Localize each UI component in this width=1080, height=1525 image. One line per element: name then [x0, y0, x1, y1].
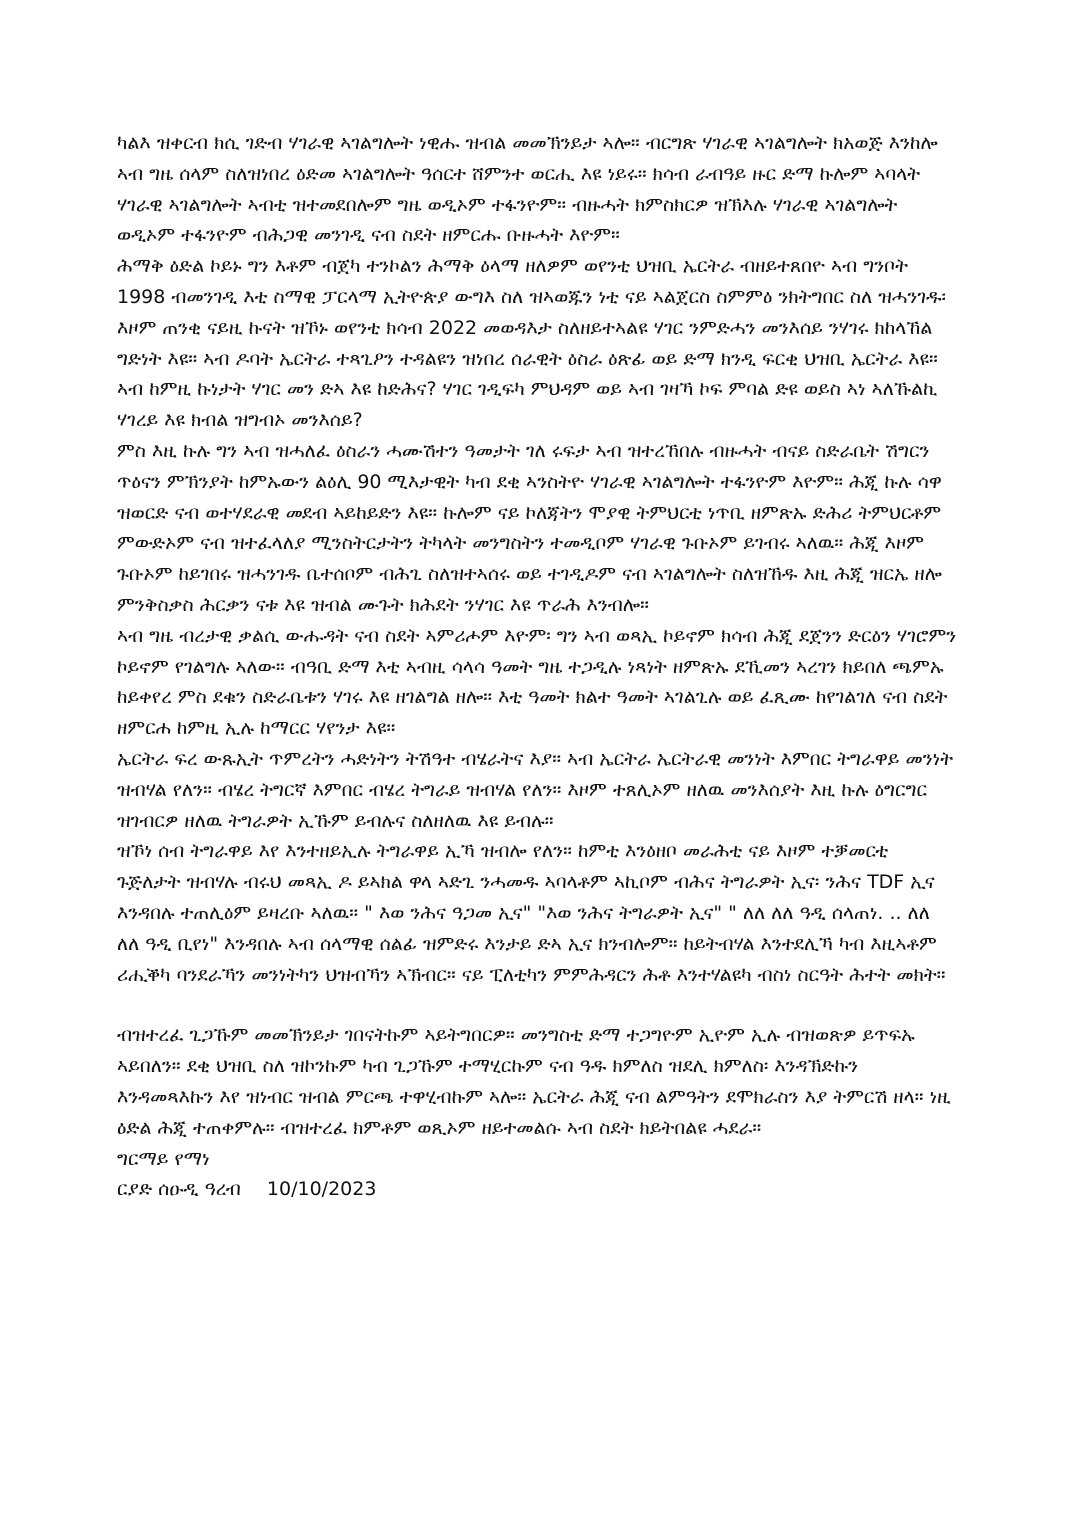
article-body	[117, 128, 957, 1205]
paragraph-4: ኣብ ግዜ ብረታዊ ቃልሲ ውሑዳት ናብ ስደት ኣምሪሖም እዮም፡ ግን ኣብ ወጻኢ ኮይኖም ክሳብ ሕጂ ደጀንን ድርዕን ሃገሮምን ኮይኖም የገልግሉ ኣለው። ብዓቢ ድማ እቲ ኣብዚ ሳላሳ ዓመት ግዜ ተጋዲሉ ነጻነት ዘምጽኡ ደኺመን ኣረገን ክይበለ ጫምኡ ከይቀየረ ምስ ደቁን ስድራቤቱን ሃገሩ እዩ ዘገልግል ዘሎ። እቲ ዓመት ክልተ ዓመት ኣገልጊሉ ወይ ፈጺሙ ከየገልገለ ናብ ስደት ዘምርሐ ከምዚ ኢሉ ከማርር ሃየንታ እዩ።	[117, 624, 957, 740]
paragraph-3: ምስ እዚ ኩሉ ግን ኣብ ዝሓለፈ ዕስራን ሓሙሽተን ዓመታት ገለ ሩፍታ ኣብ ዝተረኸበሉ ብዙሓት ብናይ ስድራቤት ሽግርን ጥዕናን ምኽንያት ከምኡውን ልዕሊ 90 ሚእታዊት ካብ ደቂ ኣንስትዮ ሃገራዊ ኣገልግሎት ተፋንዮም እዮም። ሕጂ ኩሉ ሳዋ ዝወርድ ናብ ወተሃደራዊ መደብ ኣይከይድን እዩ። ኩሎም ናይ ኮለጃትን ሞያዊ ትምህርቲ ነጥቢ ዘምጽኡ ድሕሪ ትምህርቶም ምውድኦም ናብ ዝተፈላለያ ሚንስትርታትን ትካላት መንግስትን ተመዲቦም ሃገራዊ ጉቡኦም ይገብሩ ኣለዉ። ሕጂ እዞም ጉቡኦም ከይገበሩ ዝሓንገዱ ቤተሰቦም ብሕጊ ስለዝተኣሰሩ ወይ ተገዲዶም ናብ ኣገልግሎት ስለዝኸዱ እዚ ሕጂ ዝርኤ ዘሎ ምንቅስቃስ ሕርቃን ናቱ እዩ ዝብል ሙጉት ክሕደት ንሃገር እዩ ጥራሕ እንብሎ።	[117, 439, 942, 616]
paragraph-2: ሕማቅ ዕድል ኮይኑ ግን እቶም ብጀካ ተንኮልን ሕማቅ ዕላማ ዘለዎም ወየንቲ ህዝቢ ኤርትራ ብዘይተጸበዮ ኣብ ግንቦት 1998 ብመንገዲ እቲ ስማዊ ፓርላማ ኢትዮጵያ ውግእ ስለ ዝኣወጁን ነቲ ናይ ኣልጀርስ ስምምዕ ንክትግበር ስለ ዝሓንገዱ፡ እዞም ጠንቂ ናይዚ ኩናት ዝኾኑ ወየንቲ ክሳብ 2022 መወዳእታ ስለዘይተኣልዩ ሃገር ንምድሓን መንእሰይ ንሃገሩ ክከላኸል ግድነት እዩ። ኣብ ዶባት ኤርትራ ተጻጊዖን ተዳልዩን ዝነበረ ሰራዊት ዕስራ ዕጽፊ ወይ ድማ ክንዲ ፍርቂ ህዝቢ ኤርትራ እዩ። ኣብ ከምዚ ኩነታት ሃገር መን ድኣ እዩ ከድሕና? ሃገር ገዲፍካ ምህዳም ወይ ኣብ ገዛኻ ኮፍ ምባል ድዩ ወይስ ኣነ ኣለኹልኪ ሃገረይ እዩ ክብል ዝግብኦ መንእሰይ?	[117, 255, 947, 432]
signature-date: 10/10/2023	[266, 1178, 377, 1201]
author-name: ግርማይ የማነ	[117, 1147, 210, 1170]
paragraph-7: ብዝተረፈ ጊጋኹም መመኽንይታ ገበናትኩም ኣይትግበርዎ። መንግስቲ ድማ ተጋግዮም ኢዮም ኢሉ ብዝወጽዎ ይጥፍኡ ኣይበለን። ደቂ ህዝቢ ስለ ዝኮንኩም ካብ ጊጋኹም ተማሂርኩም ናብ ዓዱ ክምለስ ዝደሊ ክምለስ፡ እንዳኽድኩን እንዳመጻእኩን እየ ዝነብር ዝብል ምርጫ ተዋሂብኩም ኣሎ። ኤርትራ ሕጂ ናብ ልምዓትን ደሞክራስን እያ ትምርሽ ዘላ። ነዚ ዕድል ሕጂ ተጠቀምሉ። ብዝተረፈ ክምቶም ወጺኦም ዘይተመልሱ ኣብ ስደት ክይትበልዩ ሓደራ።	[117, 1024, 951, 1139]
paragraph-5: ኤርትራ ፍረ ውጹኢት ጥምረትን ሓድነትን ትሽዓተ ብሄራትና እያ። ኣብ ኤርትራ ኤርትራዊ መንነት እምበር ትግራዋይ መንነት ዝብሃል የለን። ብሄረ ትግርኛ እምበር ብሄረ ትግራይ ዝብሃል የለን። እዞም ተጸሊኦም ዘለዉ መንእሰያት እዚ ኩሉ ዕግርግር ዝገብርዎ ዘለዉ ትግራዎት ኢኹም ይብሉና ስለዘለዉ እዩ ይብሉ።	[117, 747, 954, 832]
paragraph-gap	[117, 990, 957, 1020]
signature-place-date	[117, 1174, 957, 1205]
signature-location: ርያድ ሰዑዲ ዓረብ	[117, 1178, 241, 1201]
paragraph-6: ዝኾነ ሰብ ትግራዋይ እየ እንተዘይኢሉ ትግራዋይ ኢኻ ዝብሎ የለን። ከምቲ እንዕዘቦ መራሕቲ ናይ እዞም ተቓመርቲ ጉጅለታት ዝብሃሉ ብሩህ መጻኢ ዶ ይኣክል ዋላ ኣድጊ ንሓመዱ ኣባላቶም ኣኪቦም ብሕና ትግራዎት ኢና፡ ንሕና TDF ኢና እንዳበሉ ተጠሊዕም ይዛረቡ ኣለዉ። " እወ ንሕና ዓጋመ ኢና" "እወ ንሕና ትግራዎት ኢና" " ለለ ለለ ዓዲ ሰላጠነ. .. ለለ ለለ ዓዲ ቢየነ" እንዳበሉ ኣብ ሰላማዊ ሰልፊ ዝምድሩ እንታይ ድኣ ኢና ክንብሎም። ከይትብሃል እንተደሊኻ ካብ እዚኣቶም ሪሒቕካ ባንደራኻን መንነትካን ህዝብኻን ኣኽብር። ናይ ፒለቲካን ምምሕዳርን ሕቶ እንተሃልዩካ ብስነ ስርዓት ሕተት መክት።	[117, 840, 946, 986]
paragraph-1: ካልእ ዝቀርብ ክሲ ገድብ ሃገራዊ ኣገልግሎት ነዊሑ ዝብል መመኽንይታ ኣሎ። ብርግጽ ሃገራዊ ኣገልግሎት ክአወጅ እንከሎ ኣብ ግዜ ሰላም ስለዝነበረ ዕድመ ኣገልግሎት ዓሰርተ ሸምንተ ወርሒ እዩ ነይሩ። ክሳብ ራብዓይ ዙር ድማ ኩሎም ኣባላት ሃገራዊ ኣገልግሎት ኣብቲ ዝተመደበሎም ግዜ ወዲኦም ተፋንዮም። ብዙሓት ክምስክርዎ ዝኽእሉ ሃገራዊ ኣገልግሎት ወዲኦም ተፋንዮም ብሕጋዊ መንገዲ ናብ ስደት ዘምርሑ ቡዙሓት እዮም።	[117, 132, 938, 247]
